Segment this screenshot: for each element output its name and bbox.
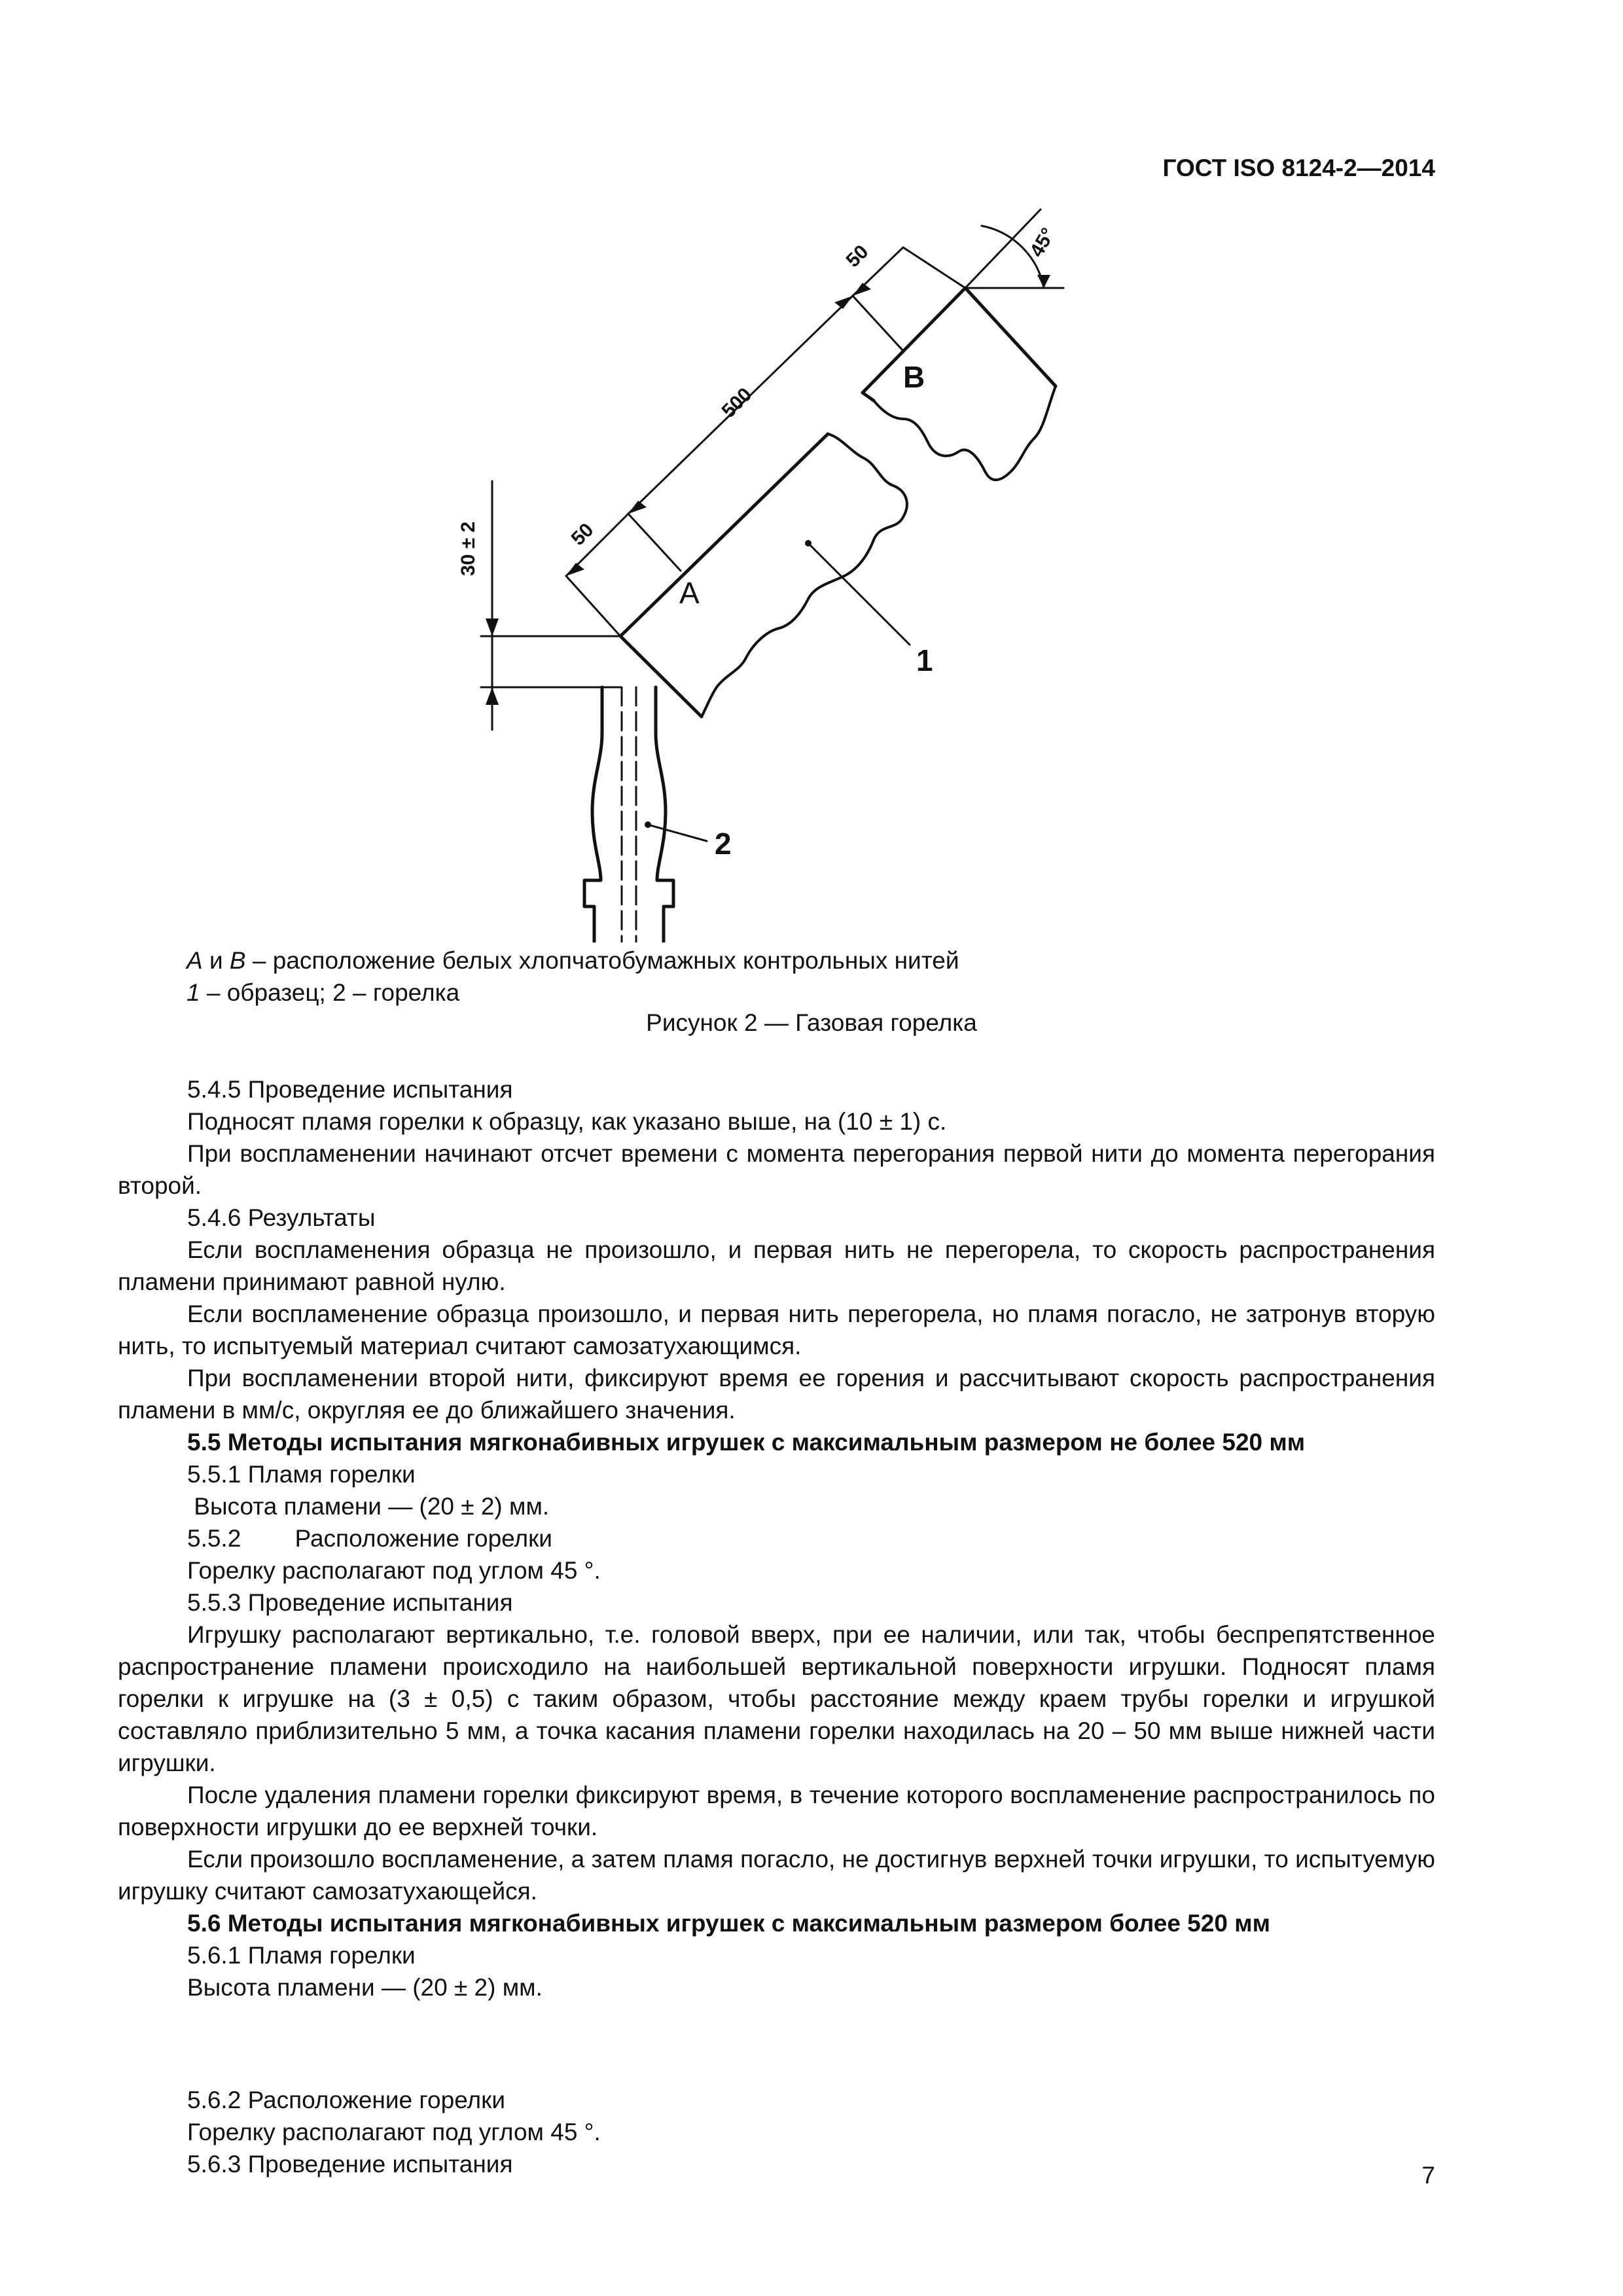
paragraph: Высота пламени — (20 ± 2) мм. [187, 1493, 550, 1520]
page-number: 7 [1421, 2162, 1435, 2189]
body-text [118, 1073, 1435, 2180]
specimen-wavy-edge [702, 434, 907, 717]
figure-caption: Рисунок 2 — Газовая горелка [646, 1009, 977, 1036]
paragraph: 5.5.3 Проведение испытания [187, 1589, 513, 1616]
paragraph: Высота пламени — (20 ± 2) мм. [187, 1974, 543, 2001]
paragraph: Подносят пламя горелки к образцу, как указано выше, на (10 ± 1) с. [187, 1108, 947, 1135]
paragraph: 5.6.1 Пламя горелки [187, 1942, 416, 1969]
gas-burner-figure [0, 0, 1623, 942]
dim-50-label-top: 50 [842, 241, 873, 272]
ext-line-b [853, 296, 903, 351]
dim-500-label: 500 [717, 384, 757, 422]
paragraph [118, 2028, 1435, 2060]
figure-legend-line2: 1 – образец; 2 – горелка [187, 979, 460, 1006]
paragraph: Если воспламенение образца произошло, и первая нить перегорела, но пламя погасло, не затронув вторую нить, то испытуемый материал считают самозатухающимся. [118, 1300, 1435, 1359]
angle-label: 45° [1026, 224, 1060, 261]
paragraph: 5.6.2 Расположение горелки [187, 2087, 505, 2113]
paragraph: 5.5.2 Расположение горелки [187, 1525, 552, 1552]
paragraph: 5.5.1 Пламя горелки [187, 1461, 416, 1488]
paragraph: Горелку располагают под углом 45 °. [187, 2119, 601, 2145]
thread-b-label: B [903, 360, 925, 394]
paragraph: 5.4.5 Проведение испытания [187, 1076, 513, 1103]
burner-outline [584, 687, 673, 942]
ext-line-b2 [903, 247, 965, 288]
document-header: ГОСТ ISO 8124-2—2014 [1162, 154, 1435, 181]
paragraph: Если произошло воспламенение, а затем пламя погасло, не достигнув верхней точки игрушки, то испытуемую игрушку считают самозатухающейся. [118, 1846, 1435, 1905]
ext-line-a [566, 576, 620, 636]
paragraph: Горелку располагают под углом 45 °. [187, 1557, 601, 1584]
specimen-b-outline [863, 288, 1056, 401]
paragraph: После удаления пламени горелки фиксируют время, в течение которого воспламенение распространилось по поверхности игрушки до ее верхней точки. [118, 1782, 1435, 1840]
paragraph: Если воспламенения образца не произошло, и первая нить не перегорела, то скорость распространения пламени принимают равной нулю. [118, 1236, 1435, 1295]
ext-line-a2 [628, 514, 681, 571]
specimen-b-wavy-edge [874, 386, 1056, 480]
specimen-label: 1 [916, 643, 933, 677]
burner-label: 2 [715, 827, 732, 861]
paragraph: 5.6 Методы испытания мягконабивных игрушек с максимальным размером более 520 мм [187, 1910, 1270, 1937]
paragraph: 5.5 Методы испытания мягконабивных игрушек с максимальным размером не более 520 мм [187, 1429, 1306, 1456]
paragraph: 5.4.6 Результаты [187, 1204, 376, 1231]
paragraph: Игрушку располагают вертикально, т.е. головой вверх, при ее наличии, или так, чтобы беспрепятственное распространение пламени происходило на наибольшей вертикальной поверхности игрушки. Подносят пламя горелки к игрушке на (3 ± 0,5) с таким образом, чтобы расстояние между краем трубы горелки и игрушкой составляло приблизительно 5 мм, а точка касания пламени горелки находилась на 20 – 50 мм выше нижней части игрушки. [118, 1621, 1435, 1776]
paragraph: При воспламенении начинают отсчет времени с момента перегорания первой нити до момента перегорания второй. [118, 1140, 1435, 1199]
thread-a-label: A [679, 576, 700, 610]
dim-30-label: 30 ± 2 [457, 521, 479, 576]
paragraph: 5.6.3 Проведение испытания [187, 2151, 513, 2178]
specimen-outline [620, 434, 828, 717]
dim-50-label-bottom: 50 [567, 519, 598, 550]
paragraph: При воспламенении второй нити, фиксируют время ее горения и рассчитывают скорость распространения пламени в мм/с, округляя ее до ближайшего значения. [118, 1365, 1435, 1424]
figure-legend-line1: A и B – расположение белых хлопчатобумажных контрольных нитей [187, 947, 959, 974]
